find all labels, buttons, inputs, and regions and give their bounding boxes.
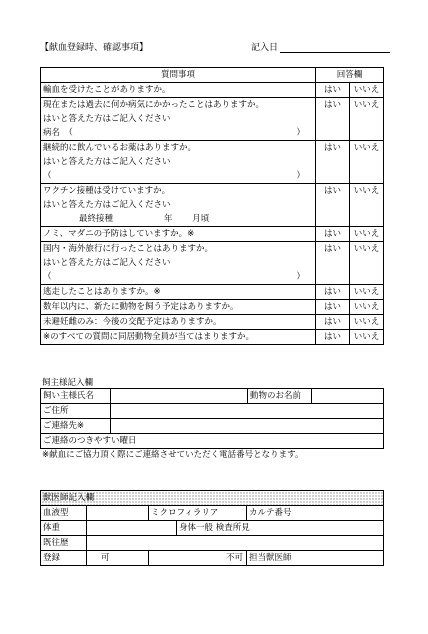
question-text: 未避妊雌のみ：今後の交配予定はありますか。 bbox=[41, 315, 316, 330]
answer-yes[interactable]: はい bbox=[316, 83, 350, 98]
answer-yes[interactable]: はい bbox=[316, 227, 350, 242]
column-header-question: 質問事項 bbox=[41, 68, 316, 83]
question-text: ノミ、マダニの予防はしていますか。※ bbox=[41, 227, 316, 242]
answer-no[interactable]: いいえ bbox=[350, 315, 384, 330]
answer-yes[interactable]: はい bbox=[316, 285, 350, 300]
history-label: 既往歴 bbox=[41, 536, 87, 551]
disease-name-field[interactable]: 病名 （ ） bbox=[43, 128, 305, 138]
question-text: 数年以内に、新たに動物を飼う予定はありますか。 bbox=[41, 300, 316, 315]
registration-ng[interactable]: 不可 bbox=[149, 551, 247, 566]
question-text: 継続的に飲んでいるお薬はありますか。 はいと答えた方はご記入ください （ ） bbox=[41, 141, 316, 184]
question-row-2 bbox=[41, 98, 384, 141]
address-field[interactable] bbox=[111, 404, 384, 419]
vet-section-title: 獣医師記入欄 bbox=[41, 491, 384, 506]
question-row-1 bbox=[41, 83, 384, 98]
answer-yes[interactable]: はい bbox=[316, 184, 350, 227]
registration-ok[interactable]: 可 bbox=[87, 551, 149, 566]
microfilaria-label: ミクロフィラリア bbox=[149, 506, 247, 521]
physical-exam-label: 身体一般 検査所見 bbox=[177, 521, 384, 536]
answer-no[interactable]: いいえ bbox=[350, 242, 384, 285]
question-row-4 bbox=[41, 184, 384, 227]
question-text: 現在または過去に何か病気にかかったことはありますか。 はいと答えた方はご記入ください 病名 （ ） bbox=[41, 98, 316, 141]
contact-label: ご連絡先※ bbox=[41, 419, 111, 434]
address-label: ご住所 bbox=[41, 404, 111, 419]
blood-type-label: 血液型 bbox=[41, 506, 87, 521]
answer-yes[interactable]: はい bbox=[316, 330, 350, 345]
answer-no[interactable]: いいえ bbox=[350, 285, 384, 300]
question-text: ワクチン接種は受けていますか。 はいと答えた方はご記入ください 最終接種 年 月頃 bbox=[41, 184, 316, 227]
answer-no[interactable]: いいえ bbox=[350, 184, 384, 227]
contact-field[interactable] bbox=[111, 419, 384, 434]
vet-table bbox=[40, 490, 384, 566]
date-label: 記入日 bbox=[251, 43, 279, 53]
question-text: ※のすべての質問に同居動物全員が当てはまりますか。 bbox=[41, 330, 316, 345]
date-field-line[interactable] bbox=[280, 52, 390, 53]
question-text: 国内・海外旅行に行ったことはありますか。 はいと答えた方はご記入ください （ ） bbox=[41, 242, 316, 285]
vaccine-date-field[interactable]: 最終接種 年 月頃 bbox=[79, 214, 210, 224]
question-row-7 bbox=[41, 285, 384, 300]
question-table bbox=[40, 67, 384, 345]
contact-day-label[interactable]: ご連絡のつきやすい曜日 bbox=[41, 434, 384, 449]
answer-no[interactable]: いいえ bbox=[350, 141, 384, 184]
owner-table bbox=[40, 388, 384, 449]
pet-name-field[interactable] bbox=[312, 389, 384, 404]
question-text: 輸血を受けたことがありますか。 bbox=[41, 83, 316, 98]
medication-field[interactable]: （ ） bbox=[43, 171, 305, 181]
answer-no[interactable]: いいえ bbox=[350, 330, 384, 345]
weight-field[interactable] bbox=[87, 521, 177, 536]
pet-name-label: 動物のお名前 bbox=[248, 389, 312, 404]
registration-label: 登録 bbox=[41, 551, 87, 566]
weight-label: 体重 bbox=[41, 521, 87, 536]
question-row-6 bbox=[41, 242, 384, 285]
question-row-10 bbox=[41, 330, 384, 345]
column-header-answer: 回答欄 bbox=[316, 68, 384, 83]
answer-no[interactable]: いいえ bbox=[350, 227, 384, 242]
owner-name-field[interactable] bbox=[111, 389, 248, 404]
owner-name-label: 飼い主様氏名 bbox=[41, 389, 111, 404]
history-field[interactable] bbox=[87, 536, 384, 551]
question-row-5 bbox=[41, 227, 384, 242]
question-row-9 bbox=[41, 315, 384, 330]
answer-yes[interactable]: はい bbox=[316, 300, 350, 315]
table-header-row bbox=[41, 68, 384, 83]
question-text: 逃走したことはありますか。※ bbox=[41, 285, 316, 300]
question-row-3 bbox=[41, 141, 384, 184]
chart-number-label: カルテ番号 bbox=[247, 506, 384, 521]
question-row-8 bbox=[41, 300, 384, 315]
travel-destination-field[interactable]: （ ） bbox=[43, 272, 305, 282]
answer-yes[interactable]: はい bbox=[316, 98, 350, 141]
form-title: 【献血登録時、確認事項】 bbox=[40, 43, 149, 53]
answer-no[interactable]: いいえ bbox=[350, 98, 384, 141]
contact-note: ※献血にご協力頂く際にご連絡させていただく電話番号となります。 bbox=[42, 450, 304, 460]
blood-type-field[interactable] bbox=[87, 506, 149, 521]
owner-section-title: 飼主様記入欄 bbox=[42, 378, 94, 388]
answer-yes[interactable]: はい bbox=[316, 315, 350, 330]
answer-yes[interactable]: はい bbox=[316, 242, 350, 285]
answer-no[interactable]: いいえ bbox=[350, 83, 384, 98]
vet-in-charge-label: 担当獣医師 bbox=[247, 551, 384, 566]
answer-yes[interactable]: はい bbox=[316, 141, 350, 184]
answer-no[interactable]: いいえ bbox=[350, 300, 384, 315]
